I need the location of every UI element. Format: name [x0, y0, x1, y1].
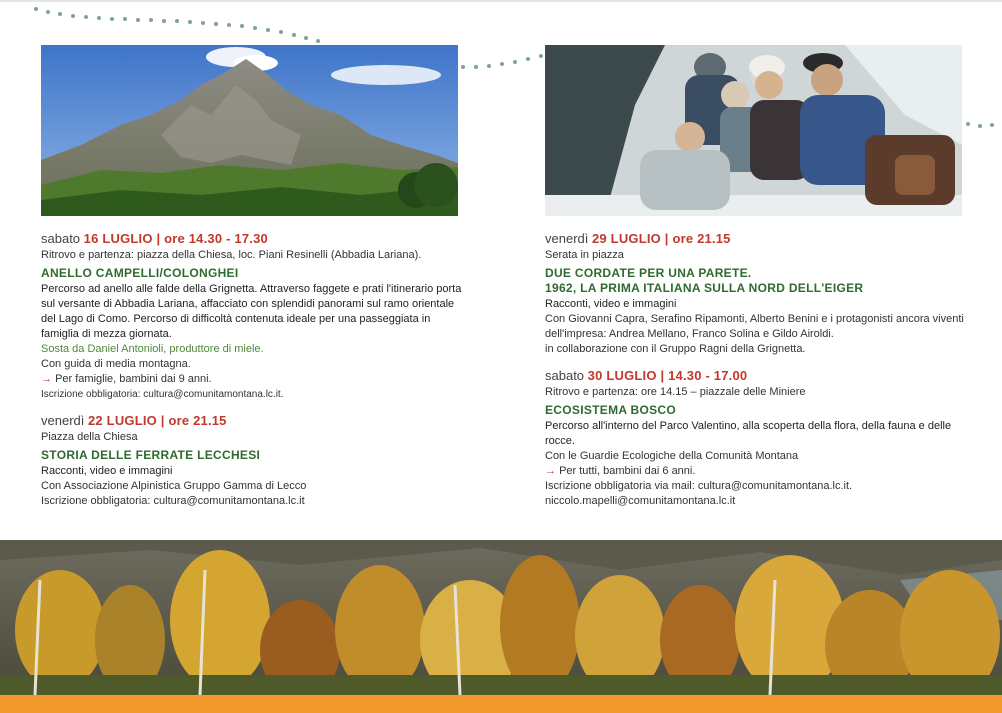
event-note: Sosta da Daniel Antonioli, produttore di miele.: [41, 343, 264, 355]
event-day: sabato: [41, 231, 81, 246]
climbers-photo: [545, 45, 962, 216]
event-date: [41, 412, 471, 430]
event-date: [545, 230, 975, 248]
event-title: ANELLO CAMPELLI/COLONGHEI: [41, 266, 239, 280]
arrow-right-icon: →: [545, 465, 556, 477]
events-column-right: [545, 230, 975, 509]
event-datetime: 29 LUGLIO | ore 21.15: [592, 231, 731, 246]
event-title: ECOSISTEMA BOSCO: [545, 403, 677, 417]
event-title-line2: 1962, LA PRIMA ITALIANA SULLA NORD DELL'EIGER: [545, 281, 864, 295]
event-30-luglio: [545, 367, 975, 509]
event-guide: Con le Guardie Ecologiche della Comunità Montana: [545, 450, 799, 462]
event-signup-line1: Iscrizione obbligatoria via mail: cultura@comunitamontana.lc.it.: [545, 480, 853, 492]
mountain-photo: [41, 45, 458, 216]
arrow-right-icon: →: [41, 373, 52, 385]
event-datetime: 30 LUGLIO | 14.30 - 17.00: [587, 368, 748, 383]
event-title: STORIA DELLE FERRATE LECCHESI: [41, 448, 261, 462]
event-datetime: 22 LUGLIO | ore 21.15: [88, 413, 227, 428]
event-meeting-point: Ritrovo e partenza: piazza della Chiesa, loc. Piani Resinelli (Abbadia Lariana).: [41, 249, 422, 261]
event-datetime: 16 LUGLIO | ore 14.30 - 17.30: [83, 231, 268, 246]
event-day: venerdì: [545, 231, 589, 246]
event-description: Percorso all'interno del Parco Valentino, alla scoperta della flora, della fauna e delle rocce.: [545, 420, 952, 447]
event-signup-line2: niccolo.mapelli@comunitamontana.lc.it: [545, 495, 736, 507]
event-collaboration: in collaborazione con il Gruppo Ragni della Grignetta.: [545, 343, 806, 355]
bottom-orange-bar: [0, 695, 1002, 713]
event-22-luglio: [41, 412, 471, 509]
event-guide: Con guida di media montagna.: [41, 358, 191, 370]
event-29-luglio: [545, 230, 975, 357]
events-column-left: [41, 230, 471, 509]
event-date: [545, 367, 975, 385]
autumn-forest-banner: [0, 540, 1002, 695]
event-target-text: Per tutti, bambini dai 6 anni.: [559, 465, 696, 477]
event-meeting-point: Piazza della Chiesa: [41, 431, 138, 443]
event-description: Racconti, video e immagini: [41, 465, 173, 477]
event-guide: Con Associazione Alpinistica Gruppo Gamma di Lecco: [41, 480, 307, 492]
event-day: sabato: [545, 368, 585, 383]
event-target: [41, 372, 471, 387]
event-16-luglio: [41, 230, 471, 402]
event-description: Percorso ad anello alle falde della Grignetta. Attraverso faggete e prati l'itinerario porta sul versante di Abbadia Lariana, affacciato con splendidi panorami sul ramo orientale del Lago di Como. Percorso di difficoltà contenuta ideale per una passeggiata in famiglia di mezza giornata.: [41, 283, 462, 340]
event-meeting-point: Serata in piazza: [545, 249, 624, 261]
event-signup: Iscrizione obbligatoria: cultura@comunitamontana.lc.it.: [41, 389, 284, 400]
event-title-line1: DUE CORDATE PER UNA PARETE.: [545, 266, 752, 280]
event-signup: Iscrizione obbligatoria: cultura@comunitamontana.lc.it: [41, 495, 305, 507]
event-meeting-point: Ritrovo e partenza: ore 14.15 – piazzale delle Miniere: [545, 386, 806, 398]
event-guide: Con Giovanni Capra, Serafino Ripamonti, Alberto Benini e i protagonisti ancora viventi dell'impresa: Andrea Mellano, Franco Solina e Gildo Airoldi.: [545, 313, 964, 340]
event-date: [41, 230, 471, 248]
event-description: Racconti, video e immagini: [545, 298, 677, 310]
event-target: [545, 464, 975, 479]
event-target-text: Per famiglie, bambini dai 9 anni.: [55, 373, 212, 385]
event-day: venerdì: [41, 413, 85, 428]
